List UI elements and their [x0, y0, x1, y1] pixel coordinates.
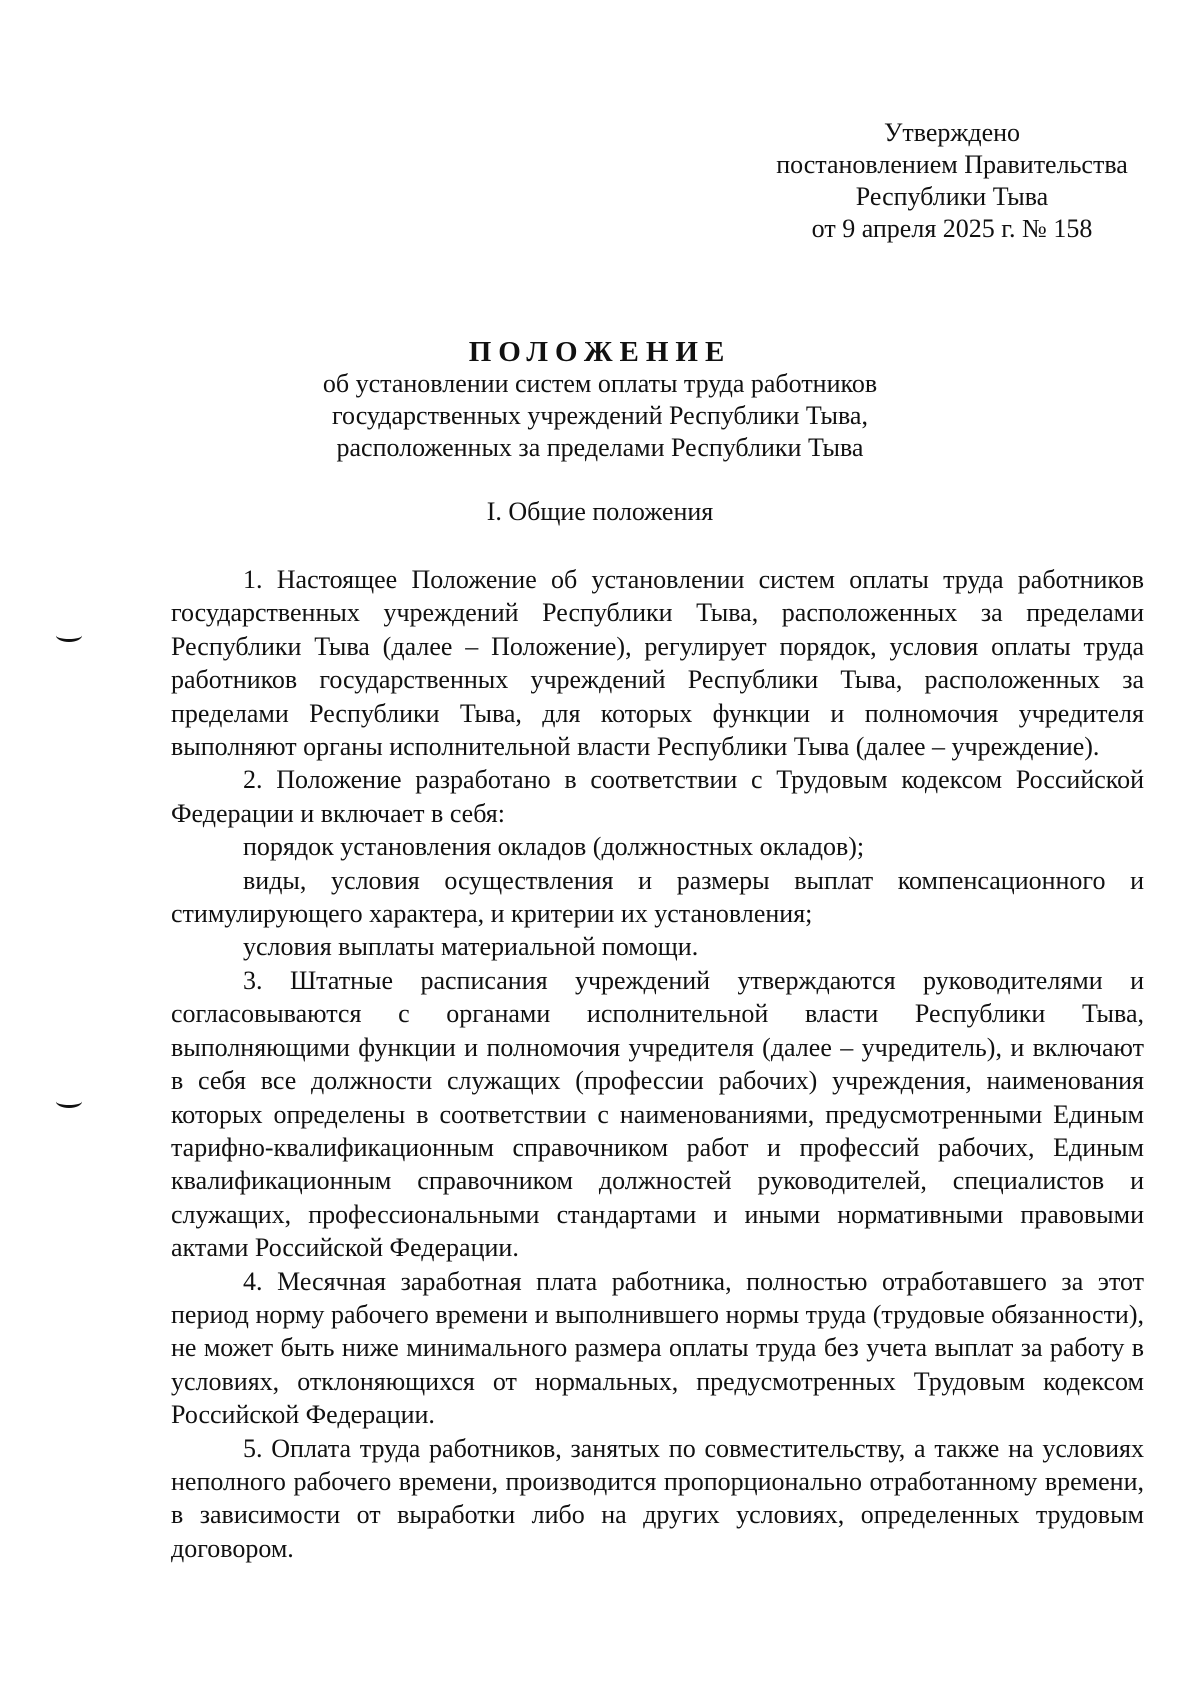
paragraph: 4. Месячная заработная плата работника, полностью отработавшего за этот период норму рабочего времени и выполнившего нормы труда (трудовые обязанности), не может быть ниже минимального размера оплаты труда без учета выплат за работу в условиях, отклоняющихся от нормальных, предусмотренных Трудовым кодексом Российской Федерации. [171, 1266, 1144, 1430]
paragraph: 2. Положение разработано в соответствии с Трудовым кодексом Российской Федерации и включает в себя: [171, 765, 1144, 828]
approval-line: Республики Тыва [855, 182, 1049, 211]
subtitle-line: об установлении систем оплаты труда работников [322, 369, 878, 398]
paragraph: 3. Штатные расписания учреждений утверждаются руководителями и согласовываются с органами исполнительной власти Республики Тыва, выполняющими функции и полномочия учредителя (далее – учредитель), и включают в себя все должности служащих (профессии рабочих) учреждения, наименования которых определены в соответствии с наименованиями, предусмотренными Единым тарифно-квалификационным справочником работ и профессий рабочих, Единым квалификационным справочником должностей руководителей, специалистов и служащих, профессиональными стандартами и иными нормативными правовыми актами Российской Федерации. [171, 965, 1144, 1263]
document-title: ПОЛОЖЕНИЕ [468, 336, 732, 368]
document-subtitle [0, 368, 1200, 464]
section-heading: I. Общие положения [486, 497, 714, 526]
paragraph: виды, условия осуществления и размеры выплат компенсационного и стимулирующего характера, и критерии их установления; [171, 865, 1144, 929]
scan-binding-mark [56, 629, 82, 642]
paragraph: 1. Настоящее Положение об установлении систем оплаты труда работников государственных учреждений Республики Тыва, расположенных за пределами Республики Тыва (далее – Положение), регулирует порядок, условия оплаты труда работников государственных учреждений Республики Тыва, расположенных за пределами Республики Тыва, для которых функции и полномочия учредителя выполняют органы исполнительной власти Республики Тыва (далее – учреждение). [171, 565, 1144, 762]
paragraph: порядок установления окладов (должностных окладов); [243, 832, 865, 862]
paragraph: условия выплаты материальной помощи. [243, 932, 699, 962]
approval-line: постановлением Правительства [776, 150, 1128, 179]
paragraph: 5. Оплата труда работников, занятых по совместительству, а также на условиях неполного рабочего времени, производится пропорционально отработанному времени, в зависимости от выработки либо на других условиях, определенных трудовым договором. [171, 1433, 1144, 1563]
scan-binding-mark [56, 1095, 82, 1108]
approval-stamp-block [752, 117, 1152, 245]
document-body [171, 563, 1144, 1565]
subtitle-line: расположенных за пределами Республики Тыва [336, 433, 864, 462]
subtitle-line: государственных учреждений Республики Тыва, [332, 401, 868, 430]
approval-line: Утверждено [883, 118, 1021, 147]
approval-date-line: от 9 апреля 2025 г. № 158 [811, 214, 1093, 243]
